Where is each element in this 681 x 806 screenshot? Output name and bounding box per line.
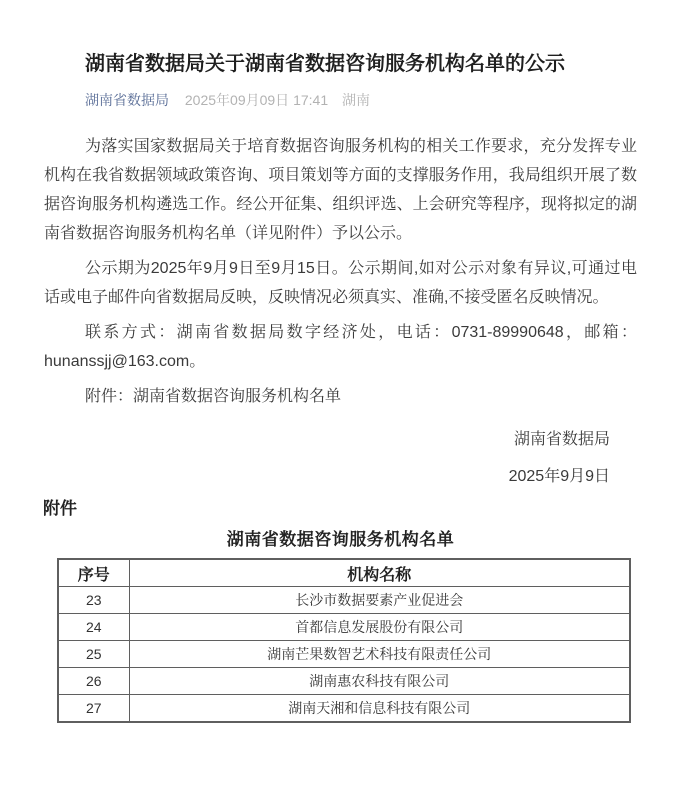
signoff (44, 425, 610, 491)
table-row (58, 641, 630, 668)
article-body (44, 132, 637, 411)
row-name: 长沙市数据要素产业促进会 (129, 587, 630, 614)
publish-datetime: 2025年09月09日 17:41 (184, 92, 329, 108)
article-page (0, 50, 681, 723)
body-paragraph-2: 公示期为2025年9月9日至9月15日。公示期间,如对公示对象有异议,可通过电话或电子邮件向省数据局反映，反映情况必须真实、准确,不接受匿名反映情况。 (44, 260, 637, 306)
attachment-heading: 附件 (43, 499, 77, 518)
row-name: 湖南芒果数智艺术科技有限责任公司 (129, 641, 630, 668)
body-paragraph-attachment-ref: 附件：湖南省数据咨询服务机构名单 (85, 388, 342, 405)
signoff-org: 湖南省数据局 (513, 431, 610, 448)
table-header-name: 机构名称 (129, 559, 630, 587)
row-name: 湖南惠农科技有限公司 (129, 668, 630, 695)
account-link[interactable]: 湖南省数据局 (85, 92, 169, 108)
page-title: 湖南省数据局关于湖南省数据咨询服务机构名单的公示 (85, 53, 565, 75)
table-row (58, 668, 630, 695)
row-name: 首都信息发展股份有限公司 (129, 614, 630, 641)
org-table (57, 558, 631, 723)
table-row (58, 695, 630, 723)
row-no: 23 (58, 587, 129, 614)
publish-location: 湖南 (342, 92, 370, 108)
row-no: 26 (58, 668, 129, 695)
table-row (58, 614, 630, 641)
table-header-row (58, 559, 630, 587)
row-no: 27 (58, 695, 129, 723)
row-no: 24 (58, 614, 129, 641)
signoff-date: 2025年9月9日 (508, 468, 610, 485)
table-row (58, 587, 630, 614)
row-name: 湖南天湘和信息科技有限公司 (129, 695, 630, 723)
body-paragraph-contact: 联系方式：湖南省数据局数字经济处，电话：0731-89990648，邮箱：hunanssjj@163.com。 (44, 324, 637, 370)
table-title: 湖南省数据咨询服务机构名单 (226, 530, 455, 549)
byline (85, 90, 637, 110)
row-no: 25 (58, 641, 129, 668)
body-paragraph-1: 为落实国家数据局关于培育数据咨询服务机构的相关工作要求，充分发挥专业机构在我省数据领域政策咨询、项目策划等方面的支撑服务作用，我局组织开展了数据咨询服务机构遴选工作。经公开征集、组织评选、上会研究等程序，现将拟定的湖南省数据咨询服务机构名单（详见附件）予以公示。 (44, 138, 637, 242)
table-header-no: 序号 (58, 559, 129, 587)
